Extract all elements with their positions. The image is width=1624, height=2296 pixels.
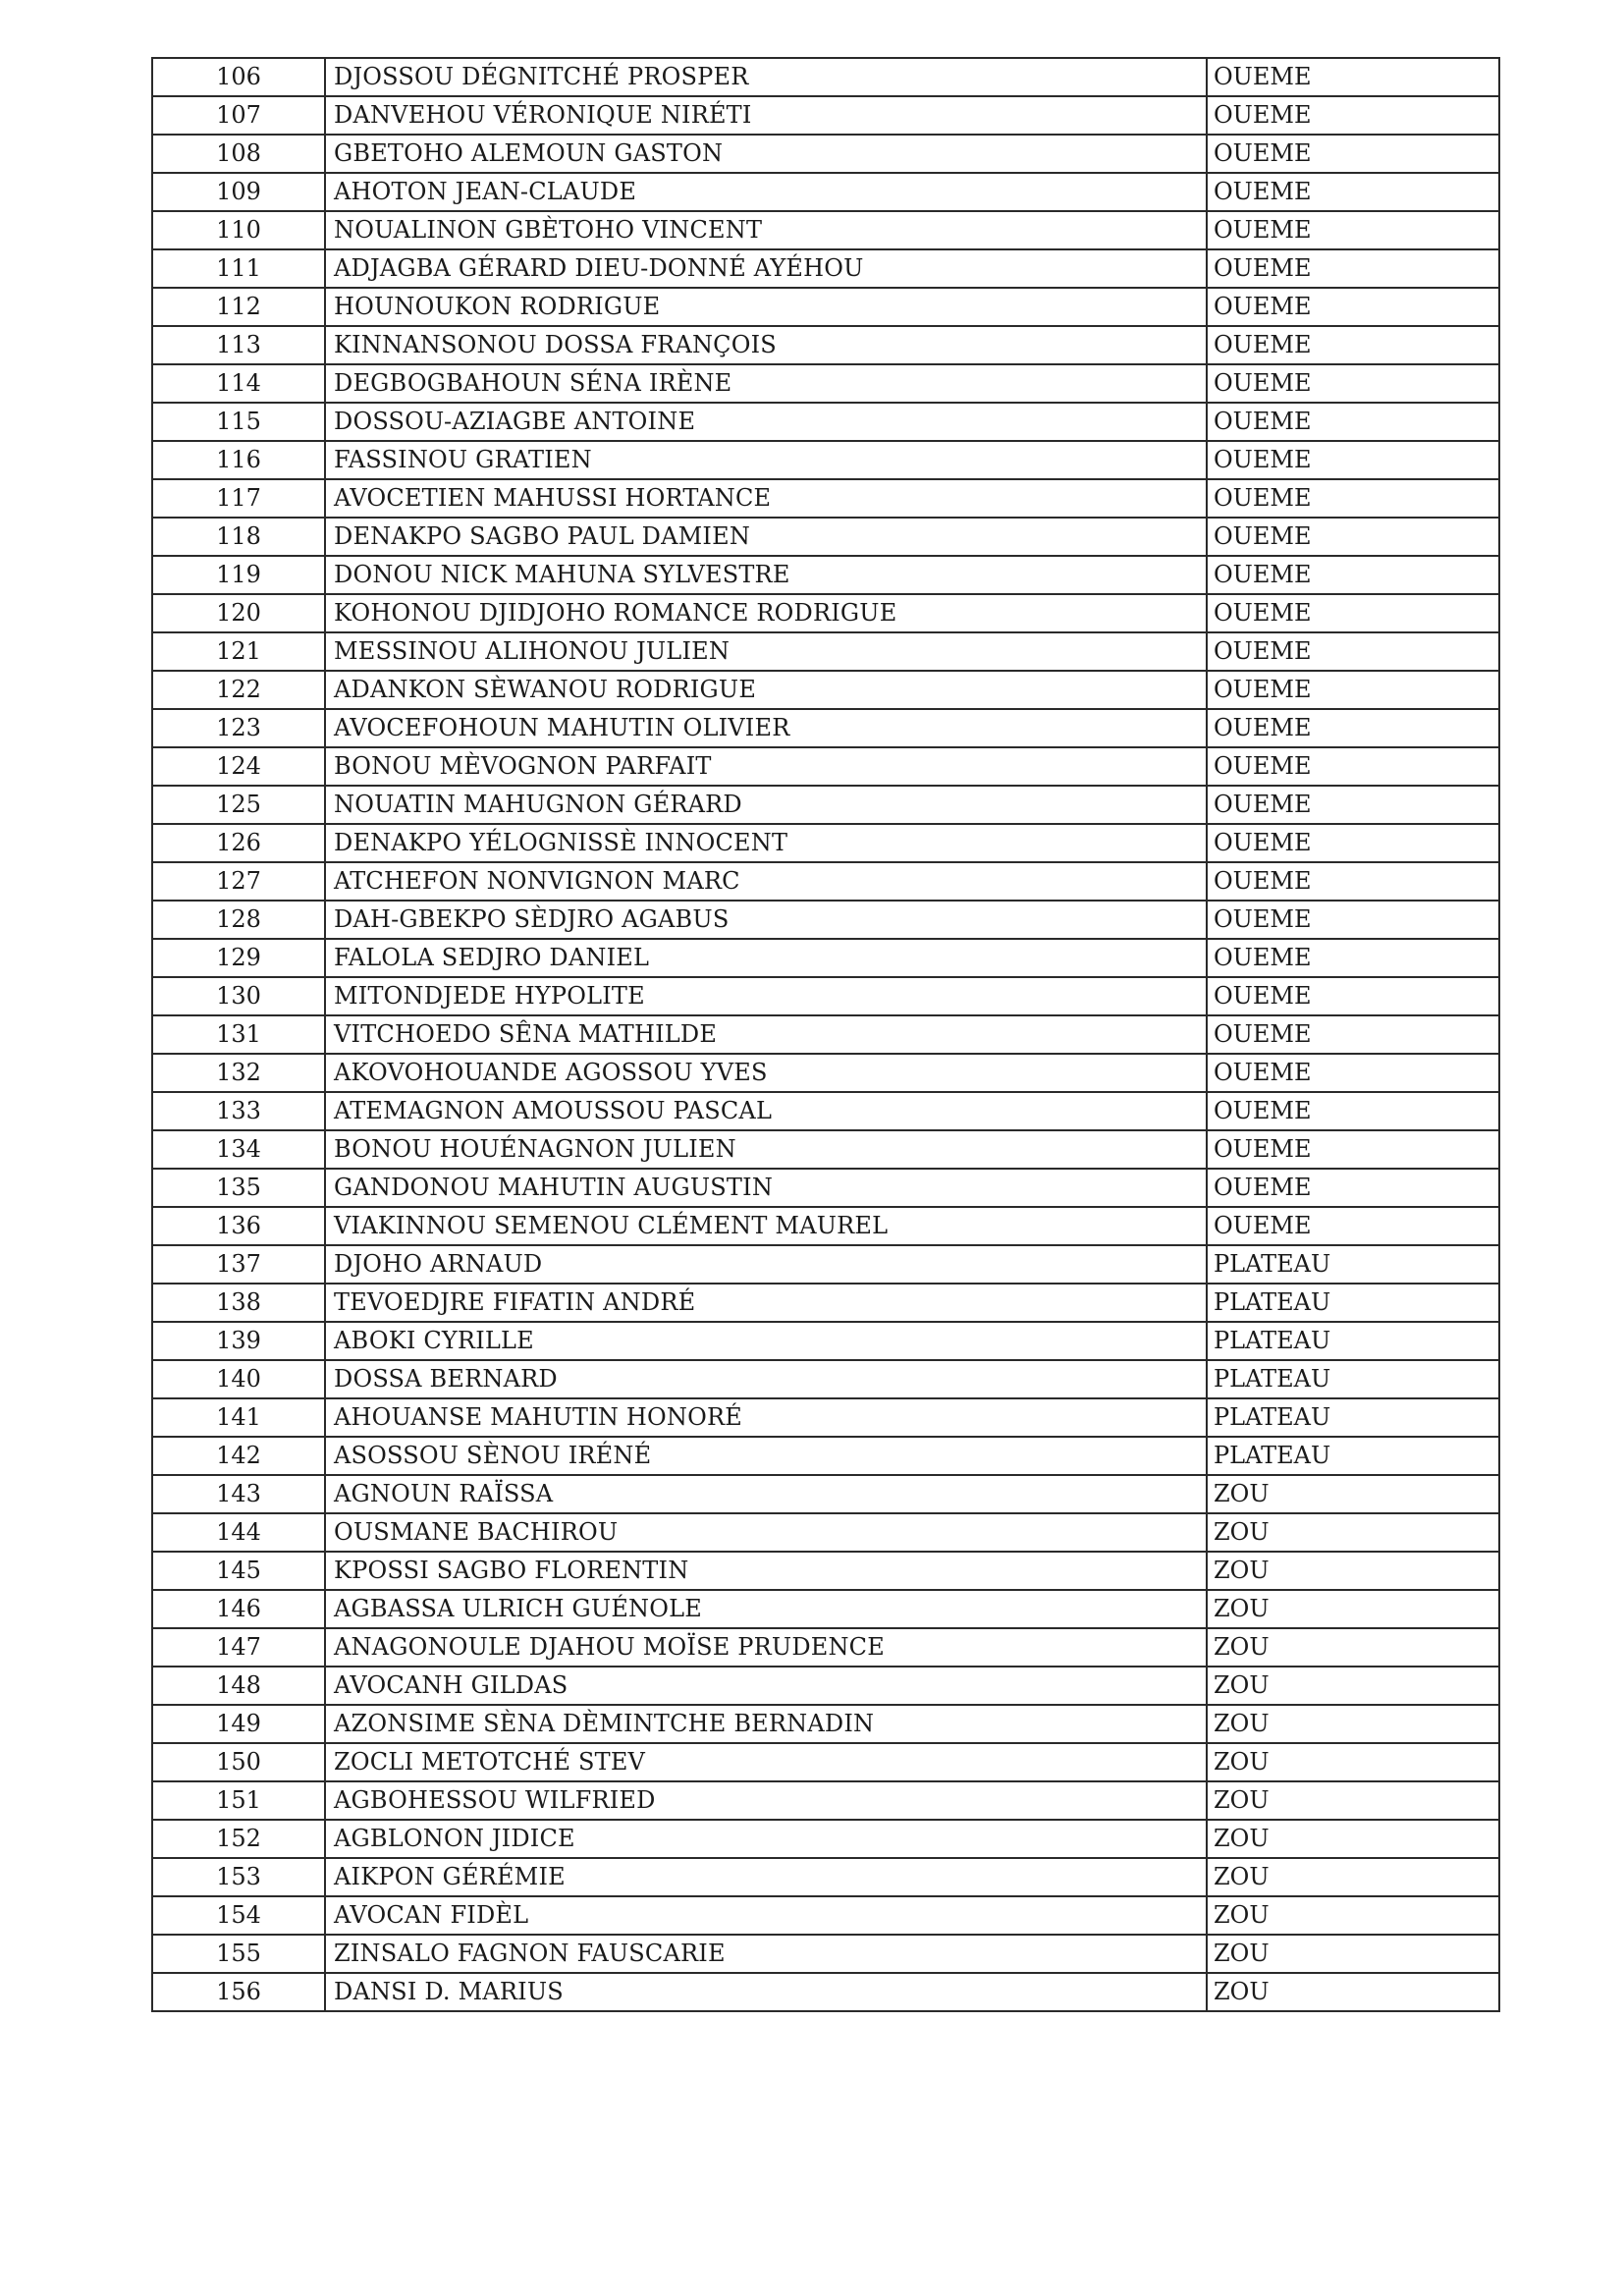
person-name: KPOSSI SAGBO FLORENTIN — [325, 1552, 1207, 1590]
row-number: 150 — [152, 1743, 325, 1781]
department: OUEME — [1207, 288, 1499, 326]
department: OUEME — [1207, 326, 1499, 364]
department: OUEME — [1207, 709, 1499, 747]
person-name: MESSINOU ALIHONOU JULIEN — [325, 632, 1207, 671]
row-number: 123 — [152, 709, 325, 747]
person-name: DJOSSOU DÉGNITCHÉ PROSPER — [325, 58, 1207, 96]
table-row — [152, 1743, 1499, 1781]
department: OUEME — [1207, 862, 1499, 901]
department: ZOU — [1207, 1935, 1499, 1973]
person-name: ANAGONOULE DJAHOU MOÏSE PRUDENCE — [325, 1628, 1207, 1667]
department: OUEME — [1207, 1092, 1499, 1130]
department: PLATEAU — [1207, 1437, 1499, 1475]
person-name: NOUALINON GBÈTOHO VINCENT — [325, 211, 1207, 249]
table-row — [152, 249, 1499, 288]
person-name: DOSSA BERNARD — [325, 1360, 1207, 1398]
table-row — [152, 1628, 1499, 1667]
department: ZOU — [1207, 1896, 1499, 1935]
table-row — [152, 1169, 1499, 1207]
table-row — [152, 556, 1499, 594]
person-name: AGBLONON JIDICE — [325, 1820, 1207, 1858]
table-row — [152, 594, 1499, 632]
table-row — [152, 1284, 1499, 1322]
person-name: DANVEHOU VÉRONIQUE NIRÉTI — [325, 96, 1207, 135]
department: OUEME — [1207, 403, 1499, 441]
table-row — [152, 1475, 1499, 1513]
person-name: AVOCEFOHOUN MAHUTIN OLIVIER — [325, 709, 1207, 747]
table-row — [152, 1130, 1499, 1169]
row-number: 117 — [152, 479, 325, 518]
table-row — [152, 479, 1499, 518]
table-row — [152, 1667, 1499, 1705]
person-name: AKOVOHOUANDE AGOSSOU YVES — [325, 1054, 1207, 1092]
table-row — [152, 1858, 1499, 1896]
row-number: 155 — [152, 1935, 325, 1973]
person-name: DENAKPO YÉLOGNISSÈ INNOCENT — [325, 824, 1207, 862]
row-number: 139 — [152, 1322, 325, 1360]
candidates-table — [151, 57, 1500, 2012]
department: OUEME — [1207, 747, 1499, 786]
person-name: AHOTON JEAN-CLAUDE — [325, 173, 1207, 211]
person-name: DEGBOGBAHOUN SÉNA IRÈNE — [325, 364, 1207, 403]
row-number: 143 — [152, 1475, 325, 1513]
department: PLATEAU — [1207, 1245, 1499, 1284]
row-number: 127 — [152, 862, 325, 901]
row-number: 113 — [152, 326, 325, 364]
row-number: 141 — [152, 1398, 325, 1437]
person-name: AIKPON GÉRÉMIE — [325, 1858, 1207, 1896]
person-name: BONOU HOUÉNAGNON JULIEN — [325, 1130, 1207, 1169]
row-number: 128 — [152, 901, 325, 939]
department: ZOU — [1207, 1973, 1499, 2011]
row-number: 121 — [152, 632, 325, 671]
table-row — [152, 441, 1499, 479]
table-row — [152, 135, 1499, 173]
row-number: 134 — [152, 1130, 325, 1169]
department: OUEME — [1207, 1054, 1499, 1092]
table-row — [152, 671, 1499, 709]
department: OUEME — [1207, 824, 1499, 862]
table-row — [152, 977, 1499, 1015]
department: OUEME — [1207, 556, 1499, 594]
row-number: 115 — [152, 403, 325, 441]
department: OUEME — [1207, 1169, 1499, 1207]
row-number: 144 — [152, 1513, 325, 1552]
department: OUEME — [1207, 594, 1499, 632]
table-row — [152, 1896, 1499, 1935]
person-name: ASOSSOU SÈNOU IRÉNÉ — [325, 1437, 1207, 1475]
table-row — [152, 288, 1499, 326]
person-name: HOUNOUKON RODRIGUE — [325, 288, 1207, 326]
row-number: 116 — [152, 441, 325, 479]
department: OUEME — [1207, 479, 1499, 518]
department: OUEME — [1207, 939, 1499, 977]
department: OUEME — [1207, 1130, 1499, 1169]
department: OUEME — [1207, 135, 1499, 173]
row-number: 140 — [152, 1360, 325, 1398]
department: PLATEAU — [1207, 1322, 1499, 1360]
row-number: 114 — [152, 364, 325, 403]
table-row — [152, 709, 1499, 747]
row-number: 106 — [152, 58, 325, 96]
row-number: 147 — [152, 1628, 325, 1667]
person-name: BONOU MÈVOGNON PARFAIT — [325, 747, 1207, 786]
table-row — [152, 1705, 1499, 1743]
person-name: MITONDJEDE HYPOLITE — [325, 977, 1207, 1015]
person-name: DOSSOU-AZIAGBE ANTOINE — [325, 403, 1207, 441]
row-number: 131 — [152, 1015, 325, 1054]
table-row — [152, 1590, 1499, 1628]
table-row — [152, 1054, 1499, 1092]
department: ZOU — [1207, 1705, 1499, 1743]
department: OUEME — [1207, 441, 1499, 479]
person-name: AZONSIME SÈNA DÈMINTCHE BERNADIN — [325, 1705, 1207, 1743]
department: PLATEAU — [1207, 1398, 1499, 1437]
table-row — [152, 1245, 1499, 1284]
person-name: AGBASSA ULRICH GUÉNOLE — [325, 1590, 1207, 1628]
person-name: KOHONOU DJIDJOHO ROMANCE RODRIGUE — [325, 594, 1207, 632]
table-row — [152, 1513, 1499, 1552]
table-row — [152, 403, 1499, 441]
person-name: DENAKPO SAGBO PAUL DAMIEN — [325, 518, 1207, 556]
table-row — [152, 786, 1499, 824]
person-name: AHOUANSE MAHUTIN HONORÉ — [325, 1398, 1207, 1437]
department: OUEME — [1207, 977, 1499, 1015]
person-name: OUSMANE BACHIROU — [325, 1513, 1207, 1552]
person-name: AVOCANH GILDAS — [325, 1667, 1207, 1705]
row-number: 151 — [152, 1781, 325, 1820]
person-name: DAH-GBEKPO SÈDJRO AGABUS — [325, 901, 1207, 939]
person-name: VIAKINNOU SEMENOU CLÉMENT MAUREL — [325, 1207, 1207, 1245]
department: OUEME — [1207, 364, 1499, 403]
row-number: 138 — [152, 1284, 325, 1322]
department: ZOU — [1207, 1552, 1499, 1590]
table-row — [152, 1437, 1499, 1475]
table-row — [152, 1092, 1499, 1130]
department: PLATEAU — [1207, 1284, 1499, 1322]
person-name: ATEMAGNON AMOUSSOU PASCAL — [325, 1092, 1207, 1130]
person-name: AVOCAN FIDÈL — [325, 1896, 1207, 1935]
row-number: 156 — [152, 1973, 325, 2011]
department: ZOU — [1207, 1667, 1499, 1705]
row-number: 107 — [152, 96, 325, 135]
table-row — [152, 862, 1499, 901]
row-number: 119 — [152, 556, 325, 594]
row-number: 125 — [152, 786, 325, 824]
row-number: 145 — [152, 1552, 325, 1590]
table-row — [152, 939, 1499, 977]
department: PLATEAU — [1207, 1360, 1499, 1398]
person-name: KINNANSONOU DOSSA FRANÇOIS — [325, 326, 1207, 364]
person-name: ATCHEFON NONVIGNON MARC — [325, 862, 1207, 901]
table-row — [152, 364, 1499, 403]
department: OUEME — [1207, 518, 1499, 556]
row-number: 124 — [152, 747, 325, 786]
person-name: AGNOUN RAÏSSA — [325, 1475, 1207, 1513]
department: ZOU — [1207, 1743, 1499, 1781]
row-number: 109 — [152, 173, 325, 211]
person-name: DONOU NICK MAHUNA SYLVESTRE — [325, 556, 1207, 594]
row-number: 129 — [152, 939, 325, 977]
row-number: 110 — [152, 211, 325, 249]
row-number: 133 — [152, 1092, 325, 1130]
person-name: GANDONOU MAHUTIN AUGUSTIN — [325, 1169, 1207, 1207]
department: OUEME — [1207, 58, 1499, 96]
table-row — [152, 1322, 1499, 1360]
department: OUEME — [1207, 671, 1499, 709]
table-row — [152, 1207, 1499, 1245]
department: OUEME — [1207, 632, 1499, 671]
table-row — [152, 824, 1499, 862]
person-name: AVOCETIEN MAHUSSI HORTANCE — [325, 479, 1207, 518]
table-row — [152, 211, 1499, 249]
department: OUEME — [1207, 173, 1499, 211]
row-number: 132 — [152, 1054, 325, 1092]
department: ZOU — [1207, 1590, 1499, 1628]
row-number: 146 — [152, 1590, 325, 1628]
row-number: 111 — [152, 249, 325, 288]
person-name: ZOCLI METOTCHÉ STEV — [325, 1743, 1207, 1781]
row-number: 135 — [152, 1169, 325, 1207]
table-row — [152, 632, 1499, 671]
person-name: AGBOHESSOU WILFRIED — [325, 1781, 1207, 1820]
table-row — [152, 58, 1499, 96]
table-row — [152, 1015, 1499, 1054]
department: OUEME — [1207, 249, 1499, 288]
table-row — [152, 96, 1499, 135]
person-name: VITCHOEDO SÊNA MATHILDE — [325, 1015, 1207, 1054]
table-row — [152, 747, 1499, 786]
person-name: ABOKI CYRILLE — [325, 1322, 1207, 1360]
department: OUEME — [1207, 1015, 1499, 1054]
department: OUEME — [1207, 786, 1499, 824]
table-row — [152, 518, 1499, 556]
row-number: 142 — [152, 1437, 325, 1475]
row-number: 152 — [152, 1820, 325, 1858]
person-name: DJOHO ARNAUD — [325, 1245, 1207, 1284]
table-row — [152, 1360, 1499, 1398]
table-row — [152, 1820, 1499, 1858]
table-row — [152, 1552, 1499, 1590]
person-name: ZINSALO FAGNON FAUSCARIE — [325, 1935, 1207, 1973]
row-number: 126 — [152, 824, 325, 862]
row-number: 154 — [152, 1896, 325, 1935]
row-number: 120 — [152, 594, 325, 632]
row-number: 153 — [152, 1858, 325, 1896]
row-number: 108 — [152, 135, 325, 173]
table-row — [152, 901, 1499, 939]
person-name: DANSI D. MARIUS — [325, 1973, 1207, 2011]
table-row — [152, 1935, 1499, 1973]
row-number: 130 — [152, 977, 325, 1015]
table-row — [152, 1398, 1499, 1437]
person-name: GBETOHO ALEMOUN GASTON — [325, 135, 1207, 173]
row-number: 136 — [152, 1207, 325, 1245]
table-row — [152, 1973, 1499, 2011]
department: OUEME — [1207, 1207, 1499, 1245]
person-name: ADJAGBA GÉRARD DIEU-DONNÉ AYÉHOU — [325, 249, 1207, 288]
row-number: 122 — [152, 671, 325, 709]
row-number: 118 — [152, 518, 325, 556]
department: OUEME — [1207, 901, 1499, 939]
table-row — [152, 1781, 1499, 1820]
table-body — [152, 58, 1499, 2011]
person-name: NOUATIN MAHUGNON GÉRARD — [325, 786, 1207, 824]
person-name: TEVOEDJRE FIFATIN ANDRÉ — [325, 1284, 1207, 1322]
row-number: 112 — [152, 288, 325, 326]
department: ZOU — [1207, 1820, 1499, 1858]
department: OUEME — [1207, 211, 1499, 249]
department: OUEME — [1207, 96, 1499, 135]
department: ZOU — [1207, 1628, 1499, 1667]
department: ZOU — [1207, 1513, 1499, 1552]
department: ZOU — [1207, 1858, 1499, 1896]
person-name: FALOLA SEDJRO DANIEL — [325, 939, 1207, 977]
department: ZOU — [1207, 1781, 1499, 1820]
person-name: FASSINOU GRATIEN — [325, 441, 1207, 479]
row-number: 149 — [152, 1705, 325, 1743]
row-number: 148 — [152, 1667, 325, 1705]
table-row — [152, 173, 1499, 211]
row-number: 137 — [152, 1245, 325, 1284]
department: ZOU — [1207, 1475, 1499, 1513]
person-name: ADANKON SÈWANOU RODRIGUE — [325, 671, 1207, 709]
table-row — [152, 326, 1499, 364]
